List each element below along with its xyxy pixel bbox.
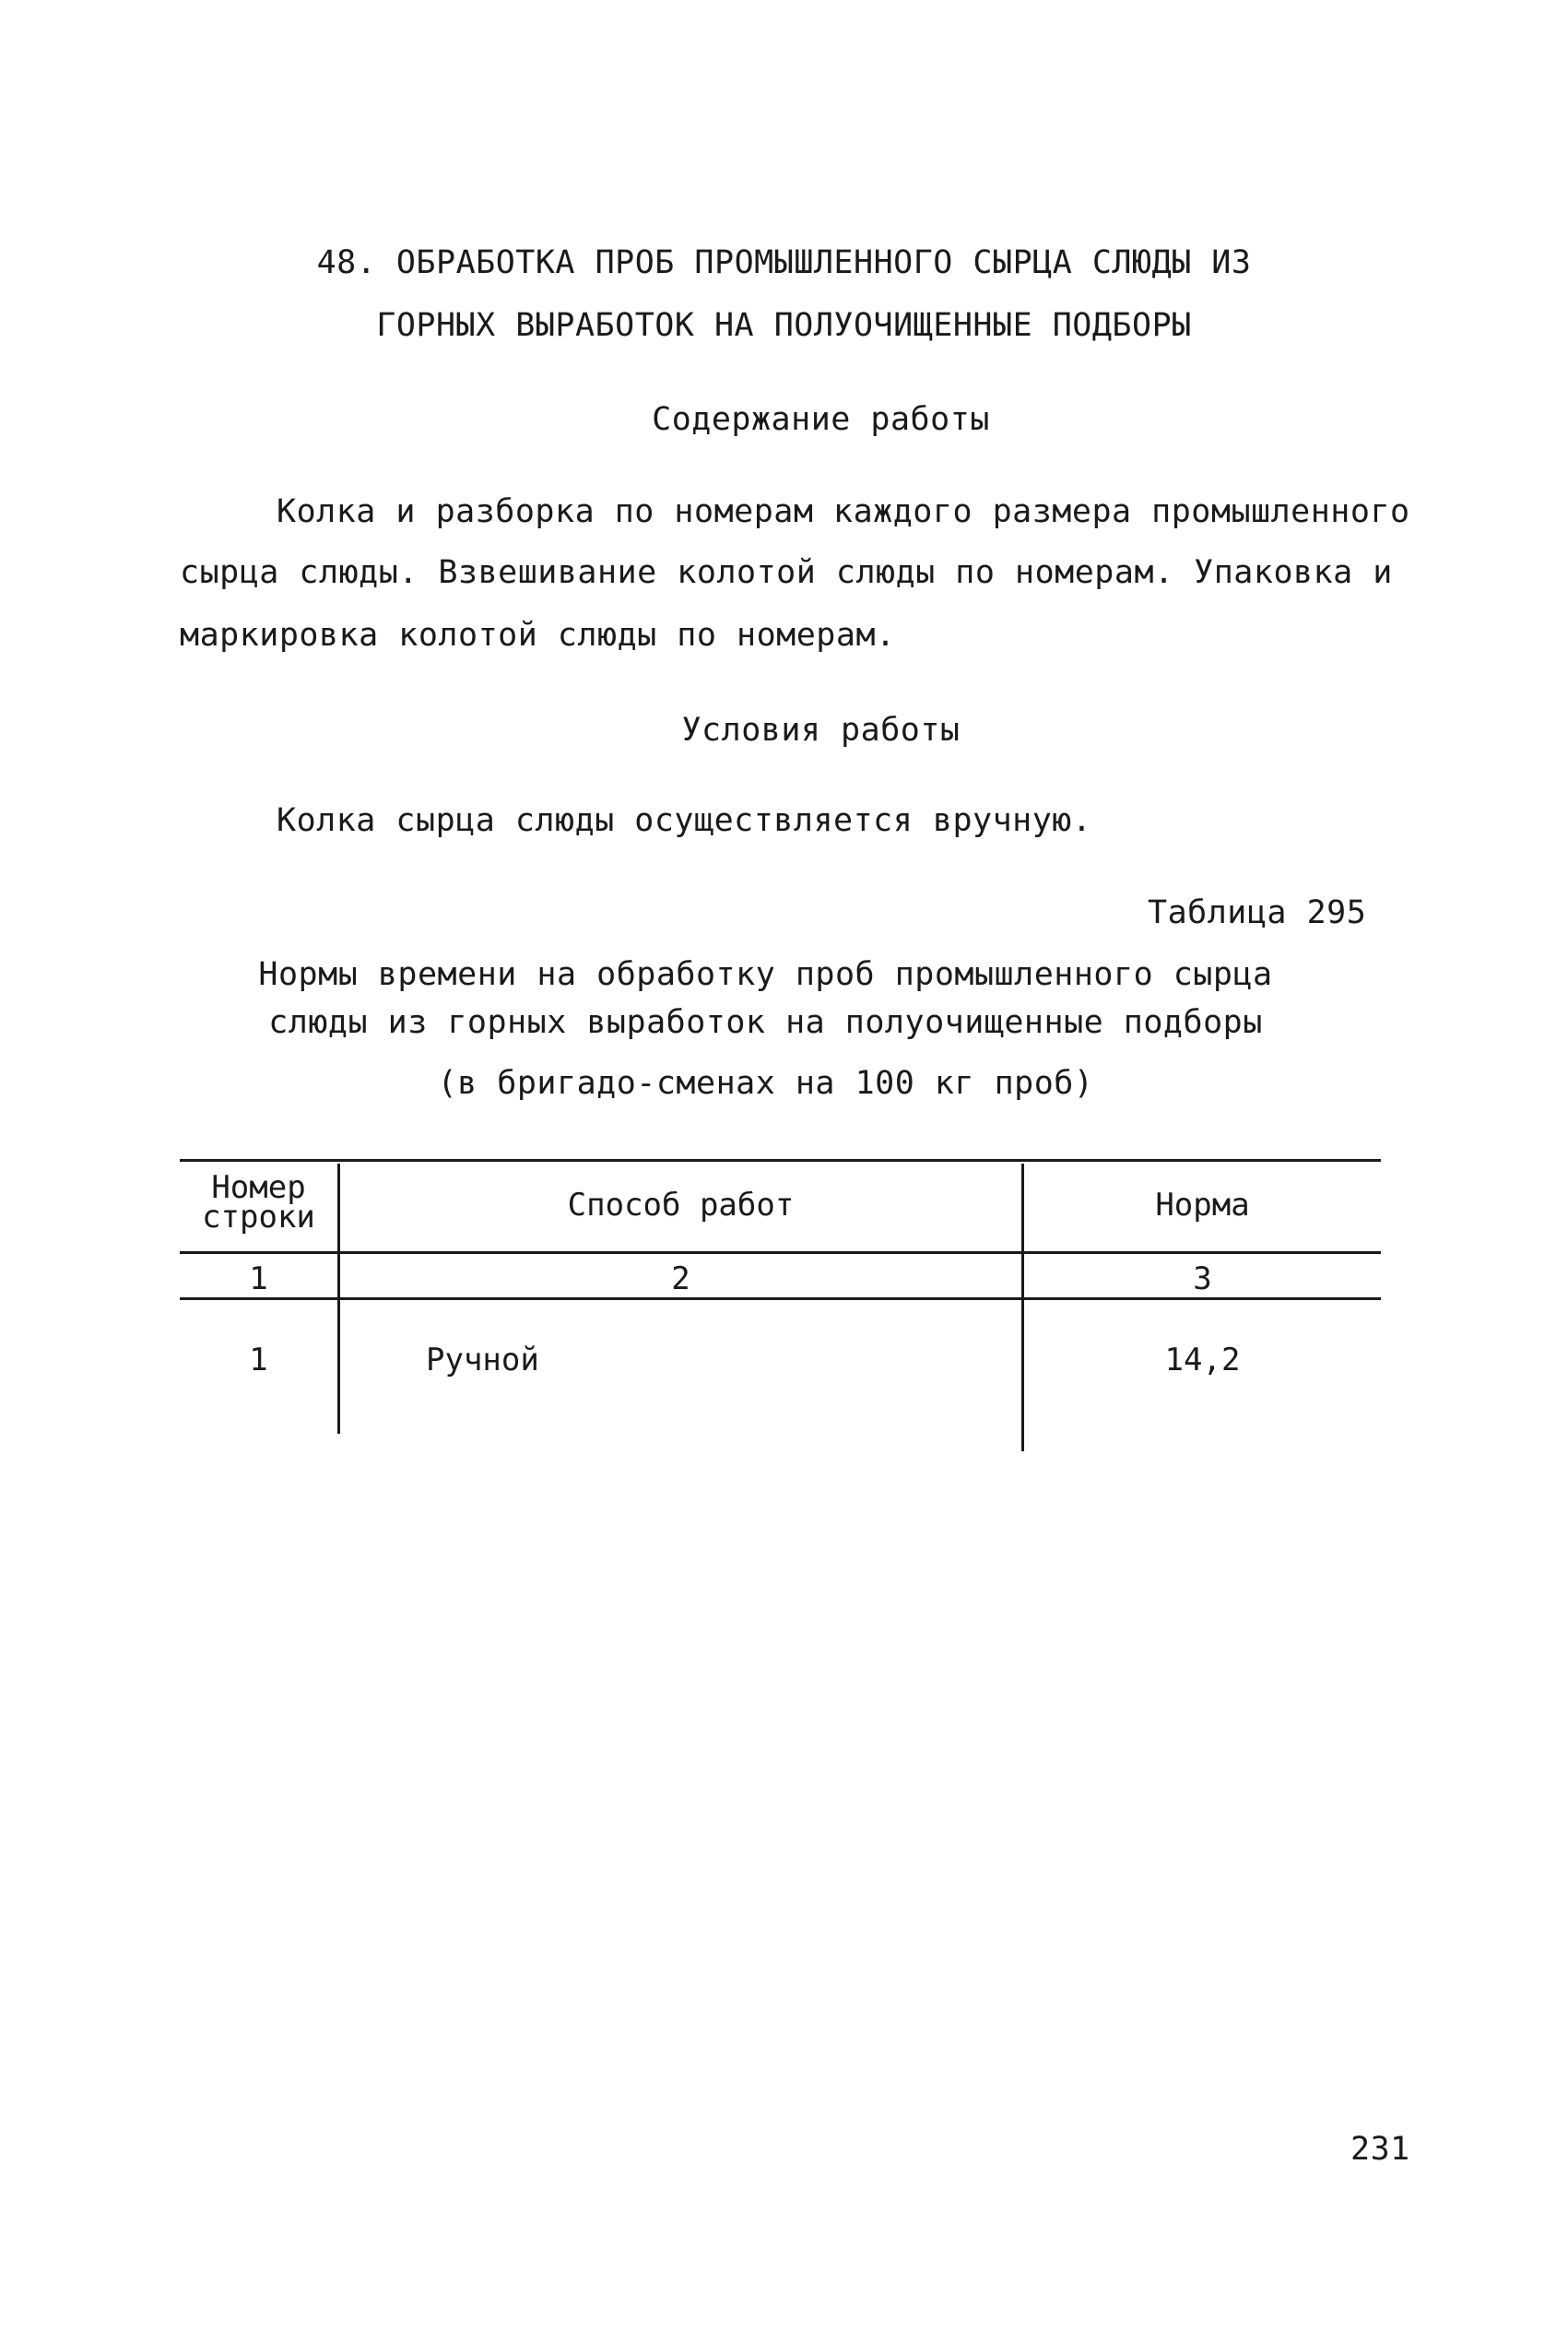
table-header-rule — [180, 1251, 1381, 1254]
row-method: Ручной — [426, 1342, 539, 1378]
table-caption-line-1: Нормы времени на обработку проб промышленного сырца — [258, 956, 1273, 993]
header-row-number — [180, 1169, 337, 1236]
content-line-1: Колка и разборка по номерам каждого размера промышленного — [277, 493, 1410, 530]
table-units: (в бригадо-сменах на 100 кг проб) — [437, 1065, 1094, 1102]
numbering-col-2: 2 — [671, 1260, 690, 1297]
section-title-line-2: ГОРНЫХ ВЫРАБОТОК НА ПОЛУОЧИЩЕННЫЕ ПОДБОРЫ — [376, 307, 1192, 344]
header-row-number-line-2: строки — [202, 1199, 315, 1236]
header-norm: Норма — [1155, 1187, 1250, 1224]
conditions-text: Колка сырца слюды осуществляется вручную. — [277, 802, 1092, 839]
conditions-heading: Условия работы — [681, 712, 961, 749]
content-line-3: маркировка колотой слюды по номерам. — [180, 617, 896, 654]
row-number: 1 — [249, 1342, 268, 1378]
page-number: 231 — [1350, 2131, 1410, 2168]
content-heading: Содержание работы — [652, 401, 990, 438]
table-label: Таблица 295 — [1148, 894, 1367, 931]
numbering-col-1: 1 — [249, 1260, 268, 1297]
row-norm: 14,2 — [1164, 1342, 1241, 1378]
numbering-col-3: 3 — [1193, 1260, 1212, 1297]
content-line-2: сырца слюды. Взвешивание колотой слюды по номерам. Упаковка и — [180, 554, 1393, 591]
table-numbering-rule — [180, 1297, 1381, 1300]
table-top-rule — [180, 1159, 1381, 1162]
table-caption-line-2: слюды из горных выработок на полуочищенные подборы — [268, 1004, 1263, 1041]
header-row-number-line-1: Номер — [211, 1169, 306, 1206]
header-method: Способ работ — [567, 1187, 795, 1224]
section-title-line-1: 48. ОБРАБОТКА ПРОБ ПРОМЫШЛЕННОГО СЫРЦА СЛЮДЫ ИЗ — [316, 244, 1252, 281]
